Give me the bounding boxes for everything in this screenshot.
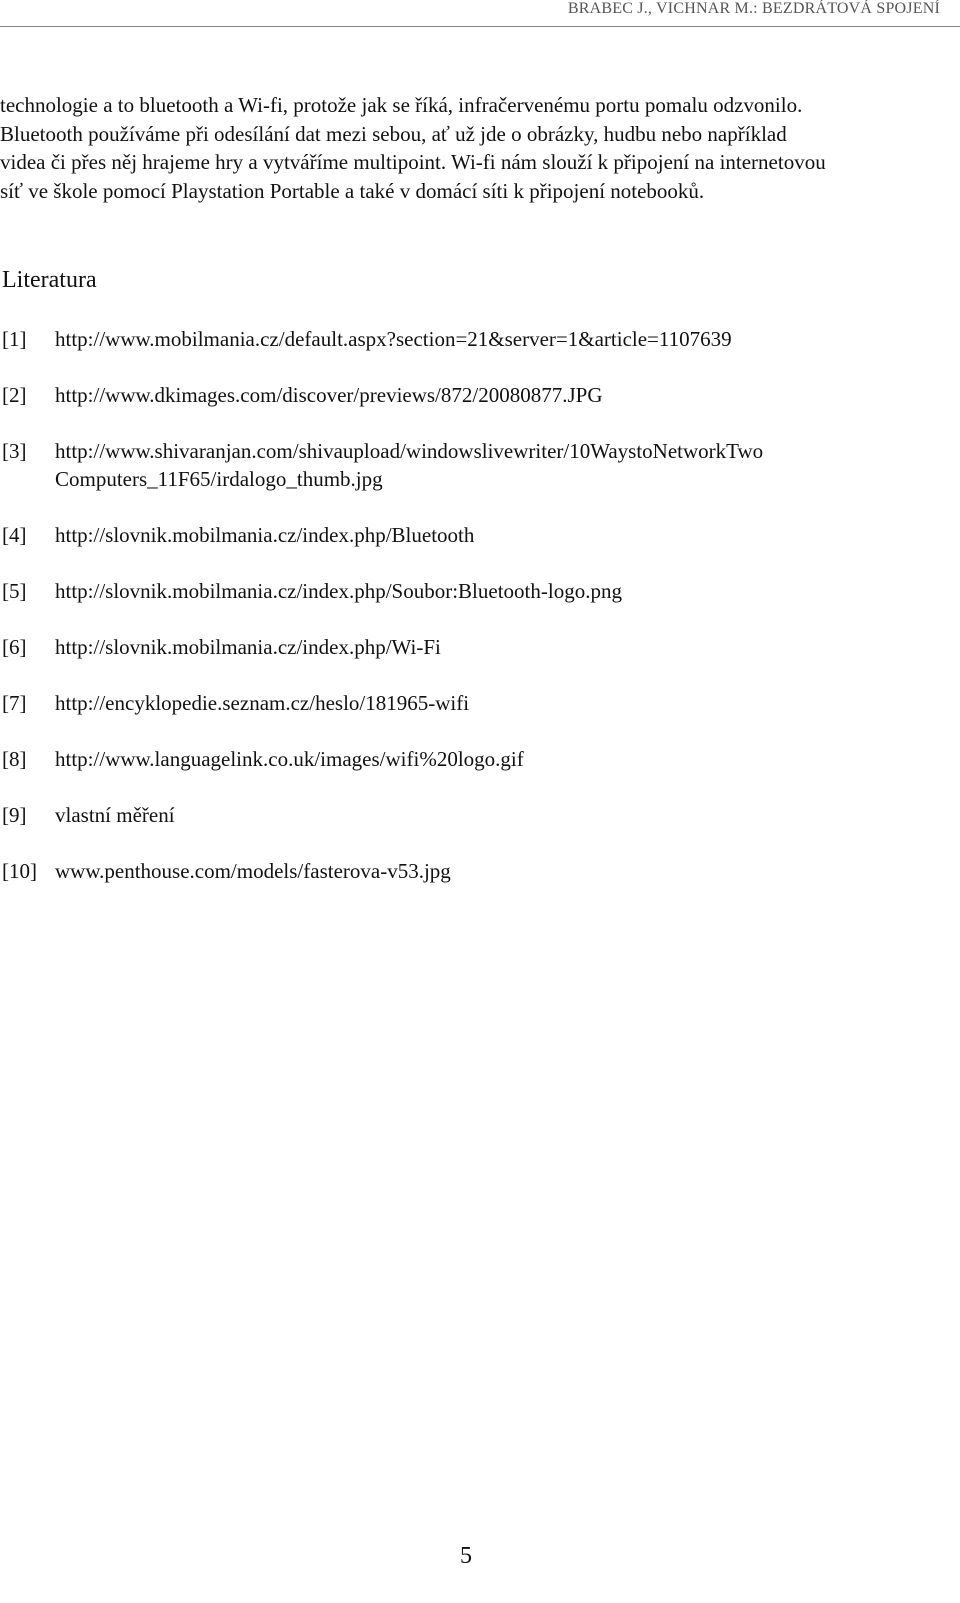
page-number: 5 (460, 1543, 472, 1569)
reference-number: [9] (2, 803, 27, 827)
reference-text: http://slovnik.mobilmania.cz/index.php/Soubor:Bluetooth-logo.png (55, 579, 622, 603)
reference-number: [5] (2, 579, 27, 603)
reference-link[interactable] (55, 325, 960, 353)
reference-item (0, 689, 960, 717)
reference-number: [6] (2, 635, 27, 659)
literature-heading: Literatura (2, 267, 97, 293)
reference-item (0, 745, 960, 773)
reference-number: [2] (2, 383, 27, 407)
reference-text: http://slovnik.mobilmania.cz/index.php/Wi-Fi (55, 635, 441, 659)
reference-number: [8] (2, 747, 27, 771)
reference-text: http://encyklopedie.seznam.cz/heslo/181965-wifi (55, 691, 470, 715)
reference-text: http://www.languagelink.co.uk/images/wifi%20logo.gif (55, 747, 524, 771)
reference-item (0, 521, 960, 549)
paragraph-line: síť ve škole pomocí Playstation Portable a také v domácí síti k připojení notebooků. (0, 178, 705, 203)
reference-list (0, 325, 960, 885)
reference-item (0, 437, 960, 493)
reference-link[interactable] (55, 745, 960, 773)
reference-link[interactable] (55, 381, 960, 409)
reference-item (0, 857, 960, 885)
reference-item (0, 381, 960, 409)
reference-item (0, 325, 960, 353)
reference-link[interactable] (55, 577, 960, 605)
reference-link[interactable] (55, 857, 960, 885)
reference-item (0, 577, 960, 605)
reference-link[interactable] (55, 521, 960, 549)
reference-text: www.penthouse.com/models/fasterova-v53.jpg (55, 859, 451, 883)
reference-text: http://slovnik.mobilmania.cz/index.php/Bluetooth (55, 523, 475, 547)
reference-item (0, 633, 960, 661)
reference-text: Computers_11F65/irdalogo_thumb.jpg (55, 467, 383, 491)
reference-number: [3] (2, 439, 27, 463)
running-header: BRABEC J., VICHNAR M.: BEZDRÁTOVÁ SPOJENÍ (567, 0, 940, 17)
reference-text: http://www.dkimages.com/discover/previews/872/20080877.JPG (55, 383, 603, 407)
reference-number: [4] (2, 523, 27, 547)
reference-number: [10] (2, 859, 37, 883)
reference-number: [7] (2, 691, 27, 715)
reference-text-block (55, 801, 960, 829)
reference-link[interactable] (55, 633, 960, 661)
reference-text: vlastní měření (55, 803, 175, 827)
reference-text: http://www.shivaranjan.com/shivaupload/windowslivewriter/10WaystoNetworkTwo (55, 439, 764, 463)
reference-link[interactable] (55, 437, 960, 493)
reference-link[interactable] (55, 689, 960, 717)
reference-item (0, 801, 960, 829)
reference-number: [1] (2, 327, 27, 351)
paragraph-line: videa či přes něj hrajeme hry a vytváříme multipoint. Wi-fi nám slouží k připojení na internetovou (0, 150, 826, 174)
body-paragraph (0, 91, 960, 205)
reference-text: http://www.mobilmania.cz/default.aspx?section=21&server=1&article=1107639 (55, 327, 732, 351)
header-rule (0, 26, 960, 27)
paragraph-line: Bluetooth používáme při odesílání dat mezi sebou, ať už jde o obrázky, hudbu nebo například (0, 121, 787, 146)
paragraph-line: technologie a to bluetooth a Wi-fi, protože jak se říká, infračervenému portu pomalu odzvonilo. (0, 93, 803, 117)
